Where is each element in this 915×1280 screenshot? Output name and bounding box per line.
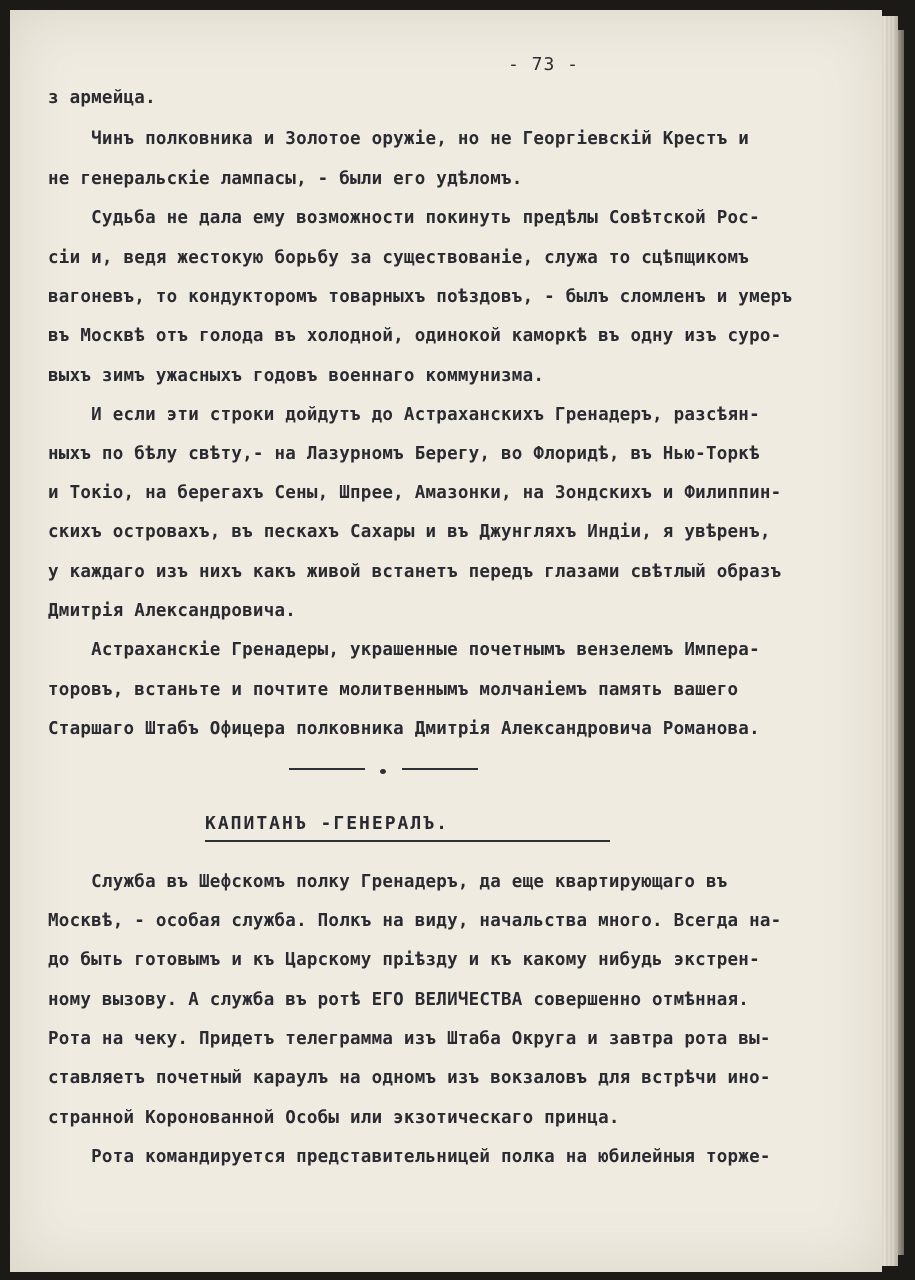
text-line: странной Коронованной Особы или экзотическаго принца. — [48, 1108, 620, 1128]
text-line: Москвѣ, - особая служба. Полкъ на виду, начальства много. Всегда на- — [48, 911, 782, 931]
text-line: ставляетъ почетный караулъ на одномъ изъ вокзаловъ для встрѣчи ино- — [48, 1068, 771, 1088]
text-line: вагоневъ, то кондукторомъ товарныхъ поѣздовъ, - былъ сломленъ и умеръ — [48, 287, 793, 307]
divider-dash-right — [402, 768, 478, 770]
text-line: Астраханскіе Гренадеры, украшенные почетнымъ вензелемъ Импера- — [48, 640, 760, 660]
divider-dot — [380, 769, 386, 774]
text-line: у каждаго изъ нихъ какъ живой встанетъ передъ глазами свѣтлый образъ — [48, 562, 782, 582]
text-line: Рота на чеку. Придетъ телеграмма изъ Штаба Округа и завтра рота вы- — [48, 1029, 771, 1049]
text-line: Судьба не дала ему возможности покинуть предѣлы Совѣтской Рос- — [48, 208, 760, 228]
section-heading: КАПИТАНЪ -ГЕНЕРАЛЪ. — [205, 813, 449, 834]
text-line: выхъ зимъ ужасныхъ годовъ военнаго коммунизма. — [48, 366, 545, 386]
text-line: въ Москвѣ отъ голода въ холодной, одинокой каморкѣ въ одну изъ суро- — [48, 326, 782, 346]
section-divider — [289, 765, 479, 775]
text-line: и Токіо, на берегахъ Сены, Шпрее, Амазонки, на Зондскихъ и Филиппин- — [48, 483, 782, 503]
text-line: ному вызову. А служба въ ротѣ ЕГО ВЕЛИЧЕСТВА совершенно отмѣнная. — [48, 990, 750, 1010]
text-line: И если эти строки дойдутъ до Астраханскихъ Гренадеръ, разсѣян- — [48, 405, 760, 425]
divider-dash-left — [289, 768, 365, 770]
text-line: Дмитрія Александровича. — [48, 601, 297, 621]
text-line: ныхъ по бѣлу свѣту,- на Лазурномъ Берегу, во Флоридѣ, въ Нью-Торкѣ — [48, 444, 760, 464]
text-line: сіи и, ведя жестокую борьбу за существованіе, служа то сцѣпщикомъ — [48, 248, 750, 268]
text-line: Чинъ полковника и Золотое оружіе, но не Георгіевскій Крестъ и — [48, 129, 750, 149]
text-line: з армейца. — [48, 88, 156, 108]
section-heading-underline — [205, 840, 610, 842]
text-line: скихъ островахъ, въ пескахъ Сахары и въ Джунгляхъ Индіи, я увѣренъ, — [48, 522, 771, 542]
text-line: Рота командируется представительницей полка на юбилейныя торже- — [48, 1147, 771, 1167]
text-line: торовъ, встаньте и почтите молитвеннымъ молчаніемъ память вашего — [48, 680, 739, 700]
text-line: до быть готовымъ и къ Царскому пріѣзду и къ какому нибудь экстрен- — [48, 950, 760, 970]
text-line: Служба въ Шефскомъ полку Гренадеръ, да еще квартирующаго въ — [48, 872, 728, 892]
text-line: не генеральскіе лампасы, - были его удѣломъ. — [48, 169, 523, 189]
page-number: - 73 - — [508, 54, 580, 75]
page-stack-edge — [882, 16, 898, 1266]
page-stack-shadow — [898, 30, 904, 1255]
text-line: Старшаго Штабъ Офицера полковника Дмитрія Александровича Романова. — [48, 719, 760, 739]
